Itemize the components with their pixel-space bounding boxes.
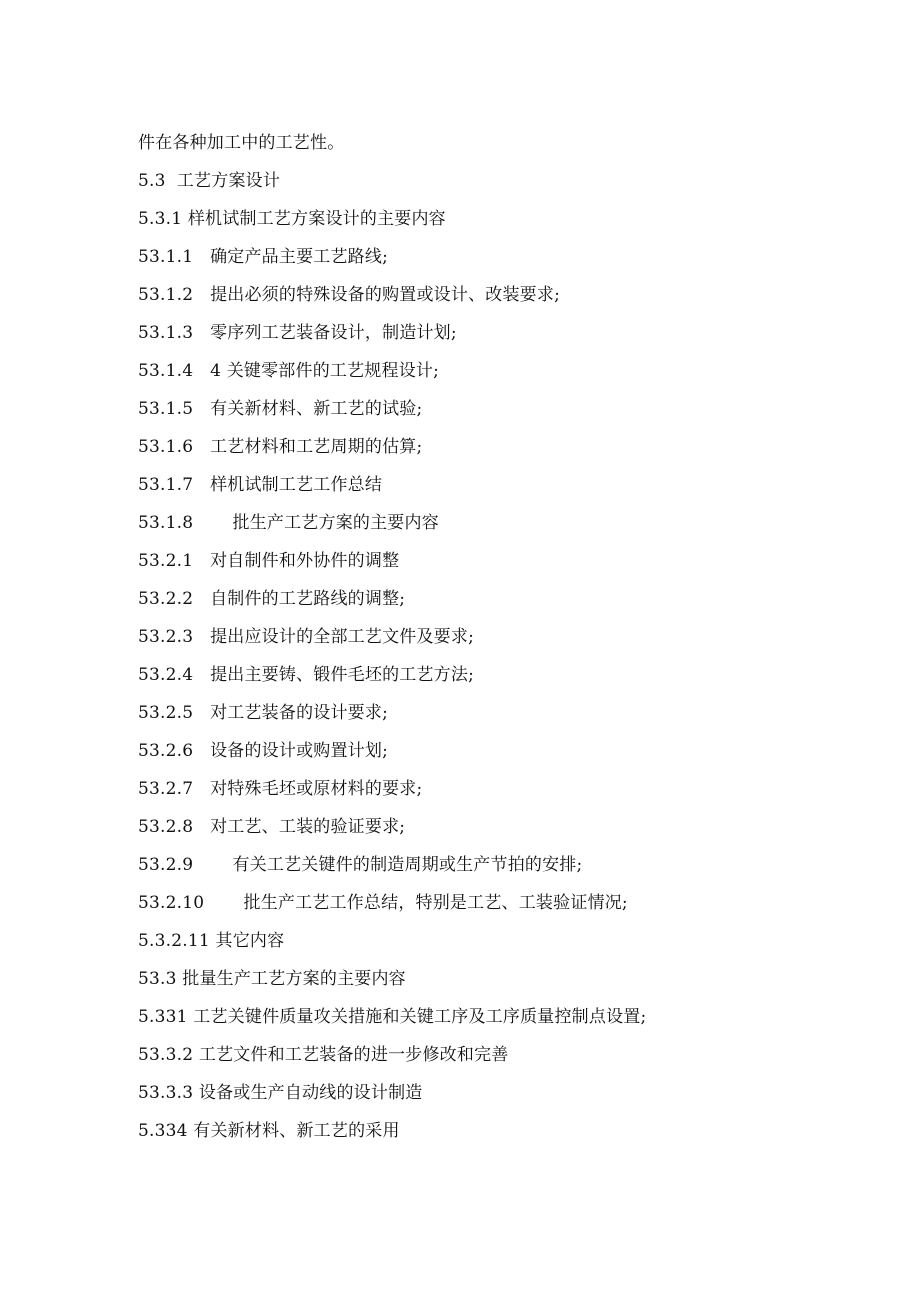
list-item: 53.1.1 确定产品主要工艺路线;: [138, 247, 389, 267]
subsection-heading: 53.3 批量生产工艺方案的主要内容: [138, 969, 406, 989]
section-heading: 5.3 工艺方案设计: [138, 171, 281, 191]
list-item: 53.2.1 对自制件和外协件的调整: [138, 551, 400, 571]
list-item: 5.3.2.11 其它内容: [138, 931, 285, 951]
list-item: 53.1.5 有关新材料、新工艺的试验;: [138, 399, 423, 419]
list-item: 5.334 有关新材料、新工艺的采用: [138, 1121, 400, 1141]
subsection-heading: 5.3.1 样机试制工艺方案设计的主要内容: [138, 209, 446, 229]
list-item: 53.3.2 工艺文件和工艺装备的进一步修改和完善: [138, 1045, 509, 1065]
list-item: 53.2.4 提出主要铸、锻件毛坯的工艺方法;: [138, 665, 475, 685]
list-item: 53.2.5 对工艺装备的设计要求;: [138, 703, 389, 723]
list-item: 53.2.3 提出应设计的全部工艺文件及要求;: [138, 627, 475, 647]
list-item: 53.1.6 工艺材料和工艺周期的估算;: [138, 437, 423, 457]
document-body: [138, 128, 858, 1154]
list-item: 5.331 工艺关键件质量攻关措施和关键工序及工序质量控制点设置;: [138, 1007, 647, 1027]
list-item: 53.2.6 设备的设计或购置计划;: [138, 741, 389, 761]
list-item: 53.2.10 批生产工艺工作总结，特别是工艺、工装验证情况;: [138, 893, 628, 913]
list-item: 53.1.4 4 关键零部件的工艺规程设计;: [138, 361, 440, 381]
list-item: 53.3.3 设备或生产自动线的设计制造: [138, 1083, 423, 1103]
list-item: 53.1.7 样机试制工艺工作总结: [138, 475, 383, 495]
paragraph-line: 件在各种加工中的工艺性。: [138, 133, 345, 153]
list-item: 53.2.2 自制件的工艺路线的调整;: [138, 589, 406, 609]
subsection-heading: 53.1.8 批生产工艺方案的主要内容: [138, 513, 439, 533]
list-item: 53.1.2 提出必须的特殊设备的购置或设计、改装要求;: [138, 285, 561, 305]
list-item: 53.2.7 对特殊毛坯或原材料的要求;: [138, 779, 423, 799]
list-item: 53.2.9 有关工艺关键件的制造周期或生产节拍的安排;: [138, 855, 583, 875]
list-item: 53.2.8 对工艺、工装的验证要求;: [138, 817, 406, 837]
list-item: 53.1.3 零序列工艺装备设计，制造计划;: [138, 323, 457, 343]
